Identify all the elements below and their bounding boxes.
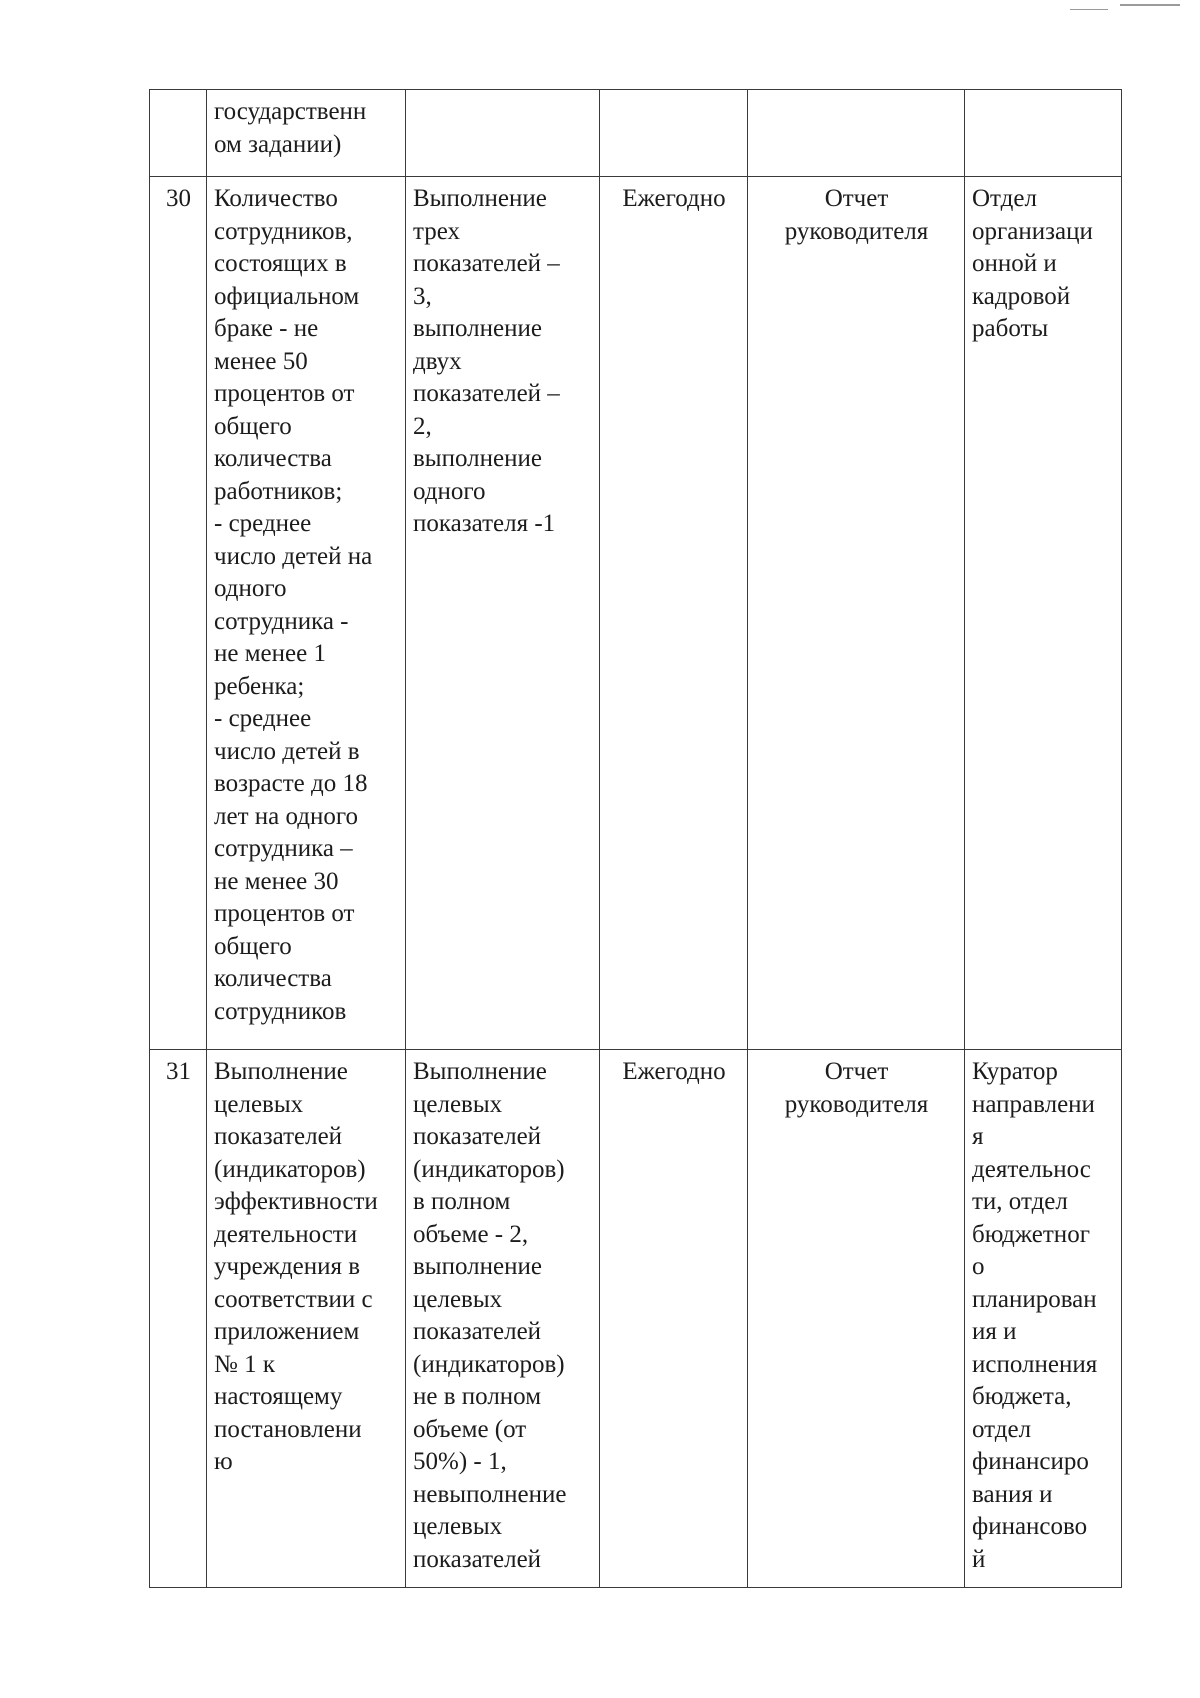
report-text-line: Отчет (824, 1058, 889, 1085)
criterion-text-line: государственн (214, 98, 367, 125)
frequency-cell: Ежегодно (600, 1050, 748, 1588)
criterion-cell (207, 90, 406, 177)
responsible-text-line: планирован (972, 1285, 1097, 1313)
scoring-text-line: выполнение (413, 315, 542, 342)
scoring-text-line: в полном (413, 1188, 511, 1215)
responsible-text-line: организаци (972, 217, 1093, 245)
scoring-text-line: выполнение (413, 1253, 542, 1280)
scoring-text-line: показателей (413, 1318, 542, 1345)
criterion-text-line: (индикаторов) (214, 1155, 366, 1183)
scoring-text-line: целевых (413, 1090, 503, 1118)
scoring-text-line: выполнение (413, 445, 542, 472)
scan-edge-mark (1070, 9, 1108, 10)
criterion-text-line: настоящему (214, 1383, 343, 1410)
scan-edge-mark (1120, 4, 1180, 6)
scoring-cell (406, 90, 600, 177)
responsible-cell (965, 90, 1122, 177)
criterion-text-line: приложением (214, 1318, 360, 1345)
scoring-text-line: показателей (413, 1123, 542, 1150)
scoring-text-line: 3, (413, 282, 432, 310)
frequency-cell (600, 90, 748, 177)
criteria-table (149, 89, 1122, 1588)
scoring-cell (406, 1050, 600, 1588)
responsible-text-line: финансово (972, 1513, 1088, 1540)
scoring-text-line: показателя -1 (413, 510, 556, 537)
criterion-text-line: менее 50 (214, 347, 308, 375)
scoring-text-line: (индикаторов) (413, 1350, 565, 1378)
report-text-line: руководителя (784, 1090, 929, 1118)
responsible-text-line: отдел (972, 1415, 1032, 1443)
criterion-text-line: показателей (214, 1123, 343, 1150)
scoring-text-line: показателей – (413, 380, 560, 407)
responsible-text-line: Куратор (972, 1058, 1058, 1085)
scoring-text-line: целевых (413, 1285, 503, 1313)
criterion-text-line: работников; (214, 477, 343, 505)
criterion-text-line: сотрудника – (214, 835, 353, 862)
responsible-text-line: кадровой (972, 282, 1071, 310)
report-text-line: руководителя (784, 217, 929, 245)
responsible-text-line: исполнения (972, 1350, 1098, 1378)
scoring-text-line: невыполнение (413, 1480, 567, 1508)
criterion-text-line: Выполнение (214, 1058, 348, 1085)
row-number: 30 (150, 177, 207, 1050)
scoring-text-line: объеме (от (413, 1415, 527, 1443)
criterion-text-line: состоящих в (214, 250, 347, 277)
scoring-cell (406, 177, 600, 1050)
criterion-text-line: эффективности (214, 1188, 378, 1215)
scoring-text-line: Выполнение (413, 1058, 547, 1085)
responsible-text-line: ти, отдел (972, 1188, 1068, 1215)
scoring-text-line: не в полном (413, 1383, 542, 1410)
table-row (150, 90, 1122, 177)
report-cell (748, 1050, 965, 1588)
criterion-cell (207, 177, 406, 1050)
row-number (150, 90, 207, 177)
criterion-text-line: лет на одного (214, 802, 358, 830)
scoring-text-line: показателей (413, 1545, 542, 1573)
criterion-text-line: сотрудников (214, 997, 347, 1025)
criterion-text-line: общего (214, 412, 292, 440)
criterion-text-line: не менее 1 (214, 640, 326, 667)
criterion-text-line: количества (214, 965, 332, 992)
report-cell (748, 90, 965, 177)
criterion-text-line: - среднее (214, 705, 312, 732)
report-cell (748, 177, 965, 1050)
criterion-text-line: сотрудника - (214, 607, 349, 635)
scoring-text-line: трех (413, 217, 460, 245)
criterion-text-line: количества (214, 445, 332, 472)
responsible-cell (965, 1050, 1122, 1588)
criterion-text-line: браке - не (214, 315, 319, 342)
scoring-text-line: объеме - 2, (413, 1220, 529, 1248)
responsible-text-line: онной и (972, 250, 1057, 277)
criterion-text-line: не менее 30 (214, 867, 339, 895)
criterion-text-line: ю (214, 1448, 233, 1475)
criterion-text-line: процентов от (214, 900, 355, 927)
responsible-text-line: финансиро (972, 1448, 1089, 1475)
responsible-text-line: работы (972, 315, 1049, 342)
criterion-text-line: соответствии с (214, 1285, 373, 1313)
criterion-text-line: общего (214, 932, 292, 960)
responsible-text-line: деятельнос (972, 1155, 1091, 1183)
responsible-text-line: й (972, 1545, 986, 1573)
criterion-text-line: деятельности (214, 1220, 358, 1248)
table-row (150, 1050, 1122, 1588)
responsible-text-line: бюджетног (972, 1220, 1090, 1248)
criterion-text-line: № 1 к (214, 1350, 275, 1378)
criterion-text-line: Количество (214, 185, 338, 212)
criterion-text-line: учреждения в (214, 1253, 361, 1280)
criterion-text-line: возрасте до 18 (214, 770, 368, 797)
report-text-line: Отчет (824, 185, 889, 212)
responsible-text-line: Отдел (972, 185, 1037, 212)
criterion-text-line: официальном (214, 282, 360, 310)
responsible-text-line: бюджета, (972, 1383, 1072, 1410)
scoring-text-line: 2, (413, 412, 432, 440)
scoring-text-line: целевых (413, 1513, 503, 1540)
scoring-text-line: показателей – (413, 250, 560, 277)
criterion-cell (207, 1050, 406, 1588)
responsible-text-line: вания и (972, 1480, 1053, 1508)
criterion-text-line: число детей в (214, 737, 360, 765)
table-row (150, 177, 1122, 1050)
frequency-cell: Ежегодно (600, 177, 748, 1050)
scoring-text-line: двух (413, 347, 462, 375)
row-number: 31 (150, 1050, 207, 1588)
criterion-text-line: процентов от (214, 380, 355, 407)
responsible-text-line: я (972, 1123, 984, 1150)
scoring-text-line: Выполнение (413, 185, 547, 212)
criterion-text-line: число детей на (214, 542, 373, 570)
criterion-text-line: постановлени (214, 1415, 362, 1443)
scoring-text-line: одного (413, 477, 486, 505)
criterion-text-line: сотрудников, (214, 217, 353, 245)
responsible-text-line: о (972, 1253, 985, 1280)
criterion-text-line: ом задании) (214, 130, 342, 158)
criterion-text-line: - среднее (214, 510, 312, 537)
criterion-text-line: целевых (214, 1090, 304, 1118)
criterion-text-line: ребенка; (214, 672, 305, 700)
criterion-text-line: одного (214, 575, 287, 602)
responsible-text-line: ия и (972, 1318, 1017, 1345)
responsible-text-line: направлени (972, 1090, 1095, 1118)
responsible-cell (965, 177, 1122, 1050)
scoring-text-line: 50%) - 1, (413, 1448, 507, 1475)
scoring-text-line: (индикаторов) (413, 1155, 565, 1183)
